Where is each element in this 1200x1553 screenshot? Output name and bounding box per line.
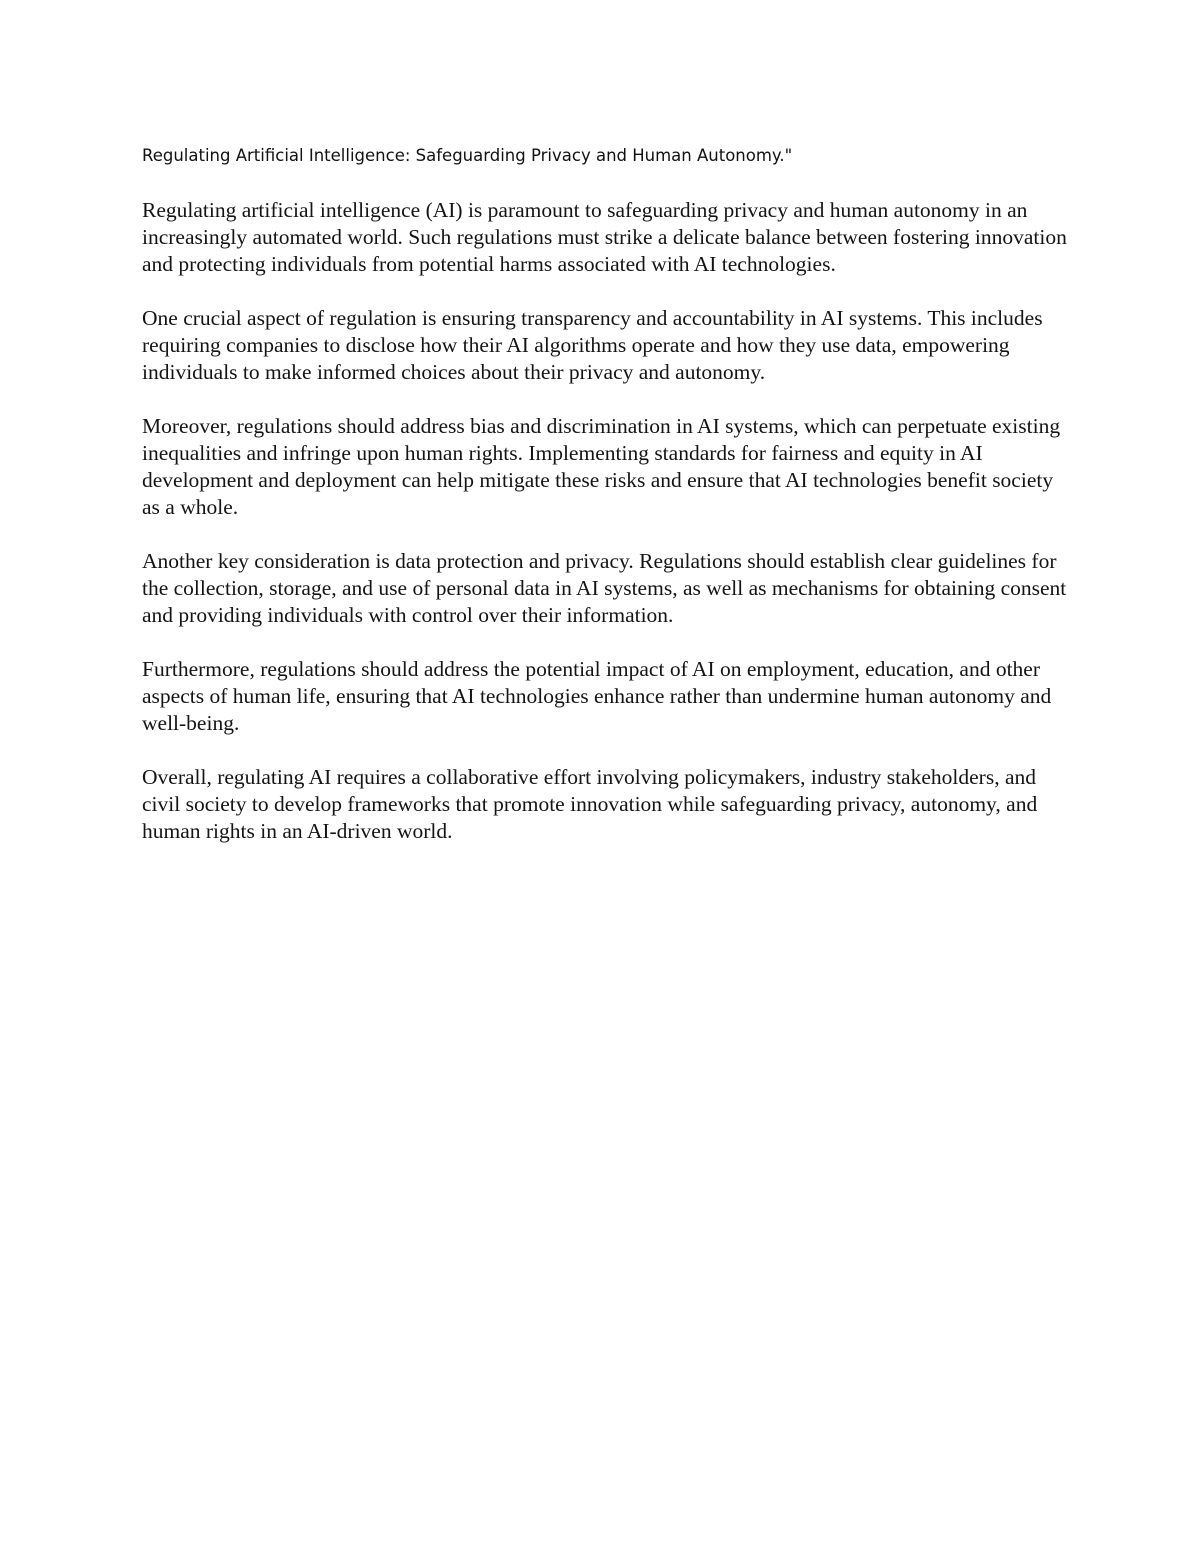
document-body [142,197,1072,872]
document-title: Regulating Artificial Intelligence: Safeguarding Privacy and Human Autonomy." [142,146,793,165]
paragraph-bias: Moreover, regulations should address bias and discrimination in AI systems, which can perpetuate existing inequalities and infringe upon human rights. Implementing standards for fairness and equity in AI development and deployment can help mitigate these risks and ensure that AI technologies benefit society as a whole. [142,414,1061,519]
paragraph-impact: Furthermore, regulations should address the potential impact of AI on employment, education, and other aspects of human life, ensuring that AI technologies enhance rather than undermine human autonomy and well-being. [142,657,1052,735]
paragraph-intro: Regulating artificial intelligence (AI) is paramount to safeguarding privacy and human autonomy in an increasingly automated world. Such regulations must strike a delicate balance between fostering innovation and protecting individuals from potential harms associated with AI technologies. [142,198,1067,276]
paragraph-conclusion: Overall, regulating AI requires a collaborative effort involving policymakers, industry stakeholders, and civil society to develop frameworks that promote innovation while safeguarding privacy, autonomy, and human rights in an AI-driven world. [142,765,1038,843]
paragraph-transparency: One crucial aspect of regulation is ensuring transparency and accountability in AI systems. This includes requiring companies to disclose how their AI algorithms operate and how they use data, empowering individuals to make informed choices about their privacy and autonomy. [142,306,1043,384]
paragraph-data-protection: Another key consideration is data protection and privacy. Regulations should establish clear guidelines for the collection, storage, and use of personal data in AI systems, as well as mechanisms for obtaining consent and providing individuals with control over their information. [142,549,1067,627]
